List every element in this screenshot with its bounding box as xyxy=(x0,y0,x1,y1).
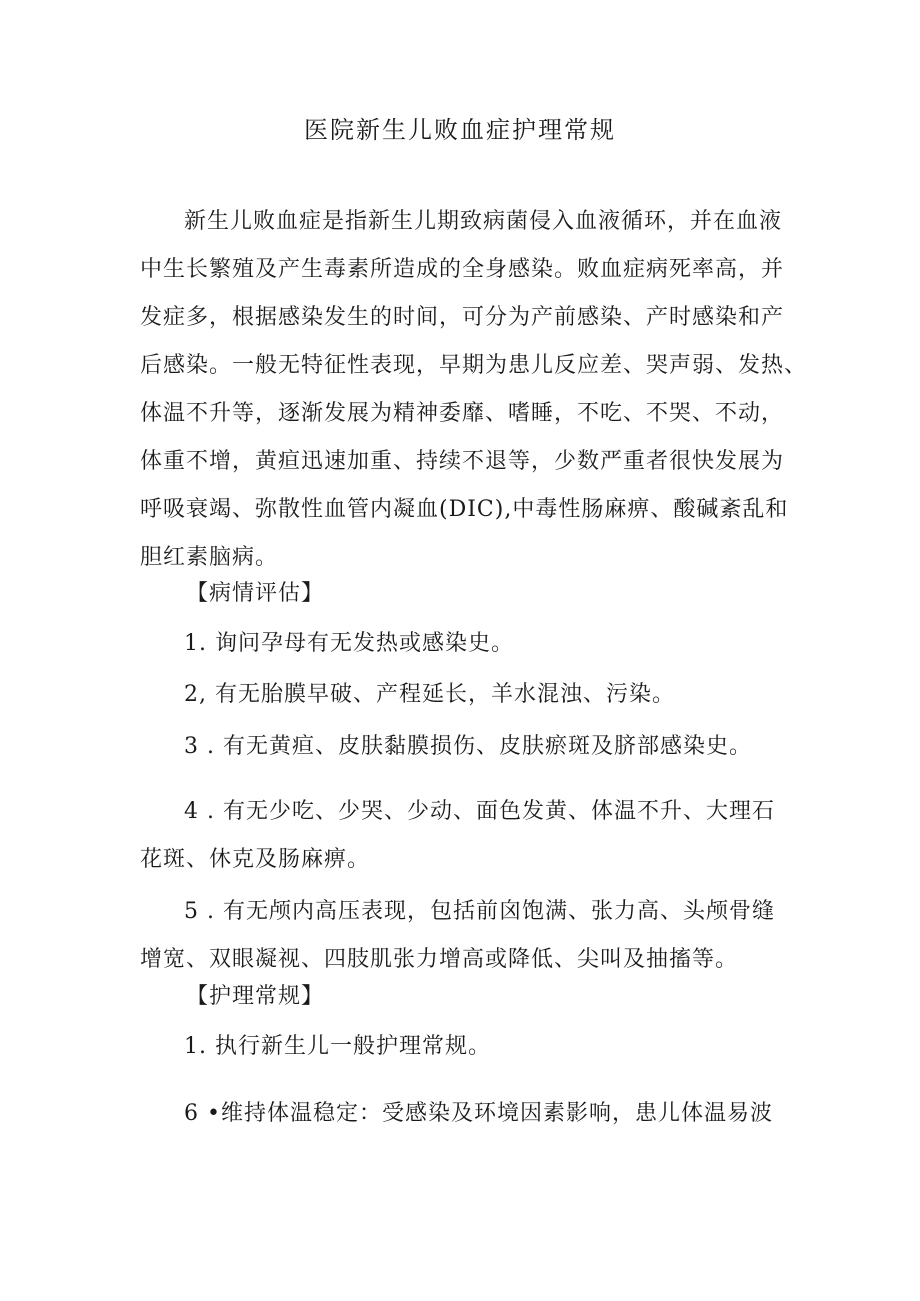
intro-line: 发症多，根据感染发生的时间，可分为产前感染、产时感染和产 xyxy=(140,305,785,330)
intro-line: 后感染。一般无特征性表现，早期为患儿反应差、哭声弱、发热、 xyxy=(140,353,808,378)
intro-line: 体重不增，黄疸迅速加重、持续不退等，少数严重者很快发展为 xyxy=(140,449,785,474)
assessment-item-continuation: 花斑、休克及肠麻痹。 xyxy=(140,847,371,872)
intro-line: 呼吸衰竭、弥散性血管内凝血(DIC),中毒性肠麻痹、酸碱紊乱和 xyxy=(140,497,789,522)
care-item: 6 •维持体温稳定：受感染及环境因素影响，患儿体温易波 xyxy=(184,1101,773,1126)
intro-line: 新生儿败血症是指新生儿期致病菌侵入血液循环，并在血液 xyxy=(184,209,783,234)
intro-line: 体温不升等，逐渐发展为精神委靡、嗜睡，不吃、不哭、不动， xyxy=(140,401,785,426)
assessment-item-continuation: 增宽、双眼凝视、四肢肌张力增高或降低、尖叫及抽搐等。 xyxy=(140,947,739,972)
assessment-item: 2, 有无胎膜早破、产程延长，羊水混浊、污染。 xyxy=(184,682,675,707)
assessment-item: 5 . 有无颅内高压表现，包括前囟饱满、张力高、头颅骨缝 xyxy=(184,899,775,924)
section-heading-assessment: 【病情评估】 xyxy=(186,581,325,606)
intro-line: 中生长繁殖及产生毒素所造成的全身感染。败血症病死率高，并 xyxy=(140,257,785,282)
document-title: 医院新生儿败血症护理常规 xyxy=(304,116,616,144)
care-item: 1. 执行新生儿一般护理常规。 xyxy=(184,1034,491,1059)
intro-line: 胆红素脑病。 xyxy=(140,545,279,570)
assessment-item: 4 . 有无少吃、少哭、少动、面色发黄、体温不升、大理石 xyxy=(184,799,775,824)
section-heading-care: 【护理常规】 xyxy=(186,984,325,1009)
assessment-item: 3 . 有无黄疸、皮肤黏膜损伤、皮肤瘀斑及脐部感染史。 xyxy=(184,734,752,759)
assessment-item: 1. 询问孕母有无发热或感染史。 xyxy=(184,631,514,656)
